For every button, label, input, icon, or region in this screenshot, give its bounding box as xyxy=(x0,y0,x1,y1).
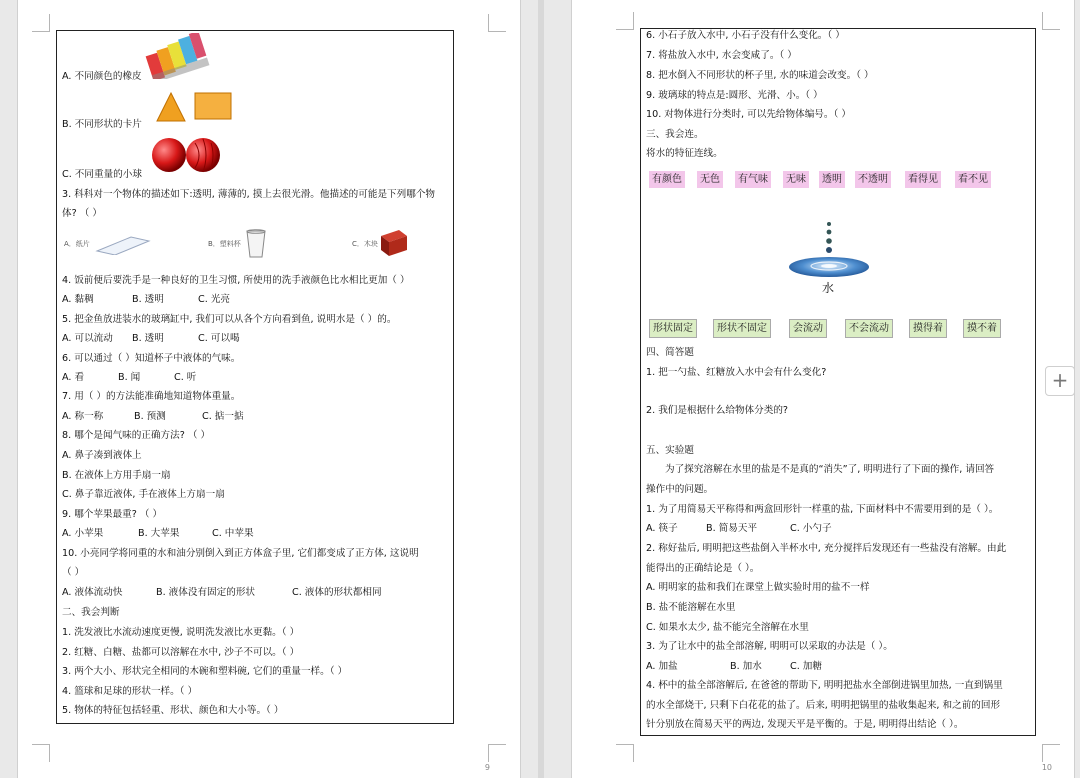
q5-options-row xyxy=(62,333,452,345)
question-text: 1. 洗发液比水流动速度更慢, 说明洗发液比水更黏。（ ） xyxy=(62,627,300,638)
question-text: 体? （ ） xyxy=(62,208,102,219)
option-line: A. 不同颜色的橡皮 xyxy=(62,71,142,82)
add-button[interactable]: + xyxy=(1045,366,1075,396)
option-label: A. 可以流动 xyxy=(62,333,113,344)
question-text: 2. 我们是根据什么给物体分类的? xyxy=(646,405,789,416)
question-text: 10. 小亮同学将同重的水和油分别倒入到正方体盒子里, 它们都变成了正方体, 这说明 xyxy=(62,548,419,559)
balls-image xyxy=(151,135,223,175)
question-text: 的水全部烧干, 只剩下白花花的盐了。后来, 明明把锅里的盐收集起来, 和之前的回形 xyxy=(646,700,1001,711)
q7-options-row xyxy=(62,411,452,423)
q6-options-row xyxy=(62,372,452,384)
option-label: A．纸片 xyxy=(64,240,90,248)
content-frame xyxy=(640,28,1036,736)
option-label: C. 加糖 xyxy=(790,661,822,672)
section-heading: 四、简答题 xyxy=(646,347,694,358)
question-text: 2. 称好盐后, 明明把这些盐倒入半杯水中, 充分搅拌后发现还有一些盐没有溶解。由此 xyxy=(646,543,1007,554)
exp-q3-options-row xyxy=(646,661,1036,673)
page-gap xyxy=(538,0,544,778)
page-number: 10 xyxy=(1041,763,1052,772)
option-label: B. 透明 xyxy=(132,294,164,305)
option-label: C. 光亮 xyxy=(198,294,230,305)
question-text: 8. 把水倒入不同形状的杯子里, 水的味道会改变。（ ） xyxy=(646,70,874,81)
option-label: B. 透明 xyxy=(132,333,164,344)
question-text: 8. 哪个是闻气味的正确方法? （ ） xyxy=(62,430,211,441)
page-number: 9 xyxy=(484,763,490,772)
question-text: 5. 物体的特征包括轻重、形状、颜色和大小等。（ ） xyxy=(62,705,284,716)
water-drop-image xyxy=(787,219,871,279)
pink-feature-tag[interactable]: 透明 xyxy=(819,171,845,188)
water-label: 水 xyxy=(822,281,835,295)
question-text: 3. 两个大小、形状完全相同的木碗和塑料碗, 它们的重量一样。（ ） xyxy=(62,666,348,677)
option-label: C. 小勺子 xyxy=(790,523,832,534)
option-label: A. 液体流动快 xyxy=(62,587,123,598)
erasers-image xyxy=(141,33,211,79)
q10-options-row xyxy=(62,587,452,599)
pink-feature-tag[interactable]: 不透明 xyxy=(855,171,891,188)
option-line: C. 如果水太少, 盐不能完全溶解在水里 xyxy=(646,622,809,633)
page-corner-mark xyxy=(32,744,50,762)
option-label: A. 称一称 xyxy=(62,411,104,422)
page-corner-mark xyxy=(616,744,634,762)
question-text: 9. 玻璃球的特点是:圆形、光滑、小。（ ） xyxy=(646,90,823,101)
wood-block-image xyxy=(379,228,409,258)
question-text: 5. 把金鱼放进装水的玻璃缸中, 我们可以从各个方向看到鱼, 说明水是（ ）的。 xyxy=(62,314,397,325)
question-text: （ ） xyxy=(62,567,85,578)
option-label: A. 筷子 xyxy=(646,523,678,534)
option-label: C. 听 xyxy=(174,372,197,383)
green-feature-tag[interactable]: 会流动 xyxy=(789,319,827,338)
option-label: B. 预测 xyxy=(134,411,166,422)
question-text: 4. 杯中的盐全部溶解后, 在爸爸的帮助下, 明明把盐水全部倒进锅里加热, 一直到锅里 xyxy=(646,680,1003,691)
page-corner-mark xyxy=(32,14,50,32)
question-text: 1. 把一勺盐、红糖放入水中会有什么变化? xyxy=(646,367,827,378)
page-corner-mark xyxy=(1042,12,1060,30)
paper-sheet-image xyxy=(95,233,151,255)
exp-q1-options-row xyxy=(646,523,1036,535)
question-text: 7. 将盐放入水中, 水会变咸了。（ ） xyxy=(646,50,797,61)
pink-feature-tag[interactable]: 看得见 xyxy=(905,171,941,188)
option-label: B. 大苹果 xyxy=(138,528,180,539)
question-text: 针分别放在简易天平的两边, 发现天平是平衡的。于是, 明明得出结论（ ）。 xyxy=(646,719,964,730)
option-line: B. 不同形状的卡片 xyxy=(62,119,142,130)
question-text: 9. 哪个苹果最重? （ ） xyxy=(62,509,163,520)
shape-cards-image xyxy=(155,91,235,123)
instruction-text: 将水的特征连线。 xyxy=(646,148,723,159)
document-page-10 xyxy=(571,0,1075,778)
question-text: 4. 篮球和足球的形状一样。（ ） xyxy=(62,686,198,697)
option-line: C. 鼻子靠近液体, 手在液体上方扇一扇 xyxy=(62,489,225,500)
green-feature-tag[interactable]: 不会流动 xyxy=(845,319,893,338)
question-text: 能得出的正确结论是（ ）。 xyxy=(646,563,760,574)
green-feature-tag[interactable]: 形状不固定 xyxy=(713,319,771,338)
question-text: 4. 饭前便后要洗手是一种良好的卫生习惯, 所使用的洗手液颜色比水相比更加（ ） xyxy=(62,275,410,286)
question-text: 6. 小石子放入水中, 小石子没有什么变化。（ ） xyxy=(646,30,845,41)
question-text: 3. 科科对一个物体的描述如下:透明, 薄薄的, 摸上去很光滑。他描述的可能是下列哪个物 xyxy=(62,189,436,200)
option-label: C．木块 xyxy=(352,240,378,248)
option-line: B. 盐不能溶解在水里 xyxy=(646,602,736,613)
option-label: A. 黏稠 xyxy=(62,294,94,305)
plastic-cup-image xyxy=(245,229,267,259)
option-label: B．塑料杯 xyxy=(208,240,241,248)
option-label: C. 液体的形状都相同 xyxy=(292,587,382,598)
option-line: A. 鼻子凑到液体上 xyxy=(62,450,142,461)
page-corner-mark xyxy=(1042,744,1060,762)
pink-feature-tag[interactable]: 看不见 xyxy=(955,171,991,188)
section-heading: 五、实验题 xyxy=(646,445,694,456)
q9-options-row xyxy=(62,528,452,540)
option-label: A. 小苹果 xyxy=(62,528,104,539)
option-label: B. 液体没有固定的形状 xyxy=(156,587,256,598)
option-line: B. 在液体上方用手扇一扇 xyxy=(62,470,171,481)
paragraph-text: 操作中的问题。 xyxy=(646,484,714,495)
section-heading: 二、我会判断 xyxy=(62,607,120,618)
q4-options-row xyxy=(62,294,452,306)
question-text: 7. 用（ ）的方法能准确地知道物体重量。 xyxy=(62,391,241,402)
option-label: B. 简易天平 xyxy=(706,523,758,534)
option-label: B. 加水 xyxy=(730,661,762,672)
green-feature-tag[interactable]: 形状固定 xyxy=(649,319,697,338)
question-text: 2. 红糖、白糖、盐都可以溶解在水中, 沙子不可以。（ ） xyxy=(62,647,300,658)
green-feature-tag[interactable]: 摸得着 xyxy=(909,319,947,338)
section-heading: 三、我会连。 xyxy=(646,129,704,140)
option-label: C. 掂一掂 xyxy=(202,411,244,422)
option-label: B. 闻 xyxy=(118,372,141,383)
pink-feature-tag[interactable]: 有气味 xyxy=(735,171,771,188)
page-corner-mark xyxy=(488,14,506,32)
pink-feature-tag[interactable]: 有颜色 xyxy=(649,171,685,188)
question-text: 6. 可以通过（ ）知道杯子中液体的气味。 xyxy=(62,353,241,364)
option-label: A. 加盐 xyxy=(646,661,678,672)
content-frame xyxy=(56,30,454,724)
question-text: 10. 对物体进行分类时, 可以先给物体编号。（ ） xyxy=(646,109,851,120)
pink-feature-tag[interactable]: 无色 xyxy=(697,171,723,188)
question-text: 3. 为了让水中的盐全部溶解, 明明可以采取的办法是（ ）。 xyxy=(646,641,893,652)
page-corner-mark xyxy=(616,12,634,30)
document-page-9 xyxy=(17,0,521,778)
option-label: C. 可以喝 xyxy=(198,333,240,344)
option-line: C. 不同重量的小球 xyxy=(62,169,142,180)
page-corner-mark xyxy=(488,744,506,762)
option-label: A. 看 xyxy=(62,372,85,383)
paragraph-text: 为了探究溶解在水里的盐是不是真的“消失”了, 明明进行了下面的操作, 请回答 xyxy=(665,464,995,475)
option-line: A. 明明家的盐和我们在课堂上做实验时用的盐不一样 xyxy=(646,582,870,593)
question-text: 1. 为了用简易天平称得和两盒回形针一样重的盐, 下面材料中不需要用到的是（ ）。 xyxy=(646,504,999,515)
option-label: C. 中苹果 xyxy=(212,528,254,539)
pink-feature-tag[interactable]: 无味 xyxy=(783,171,809,188)
green-feature-tag[interactable]: 摸不着 xyxy=(963,319,1001,338)
